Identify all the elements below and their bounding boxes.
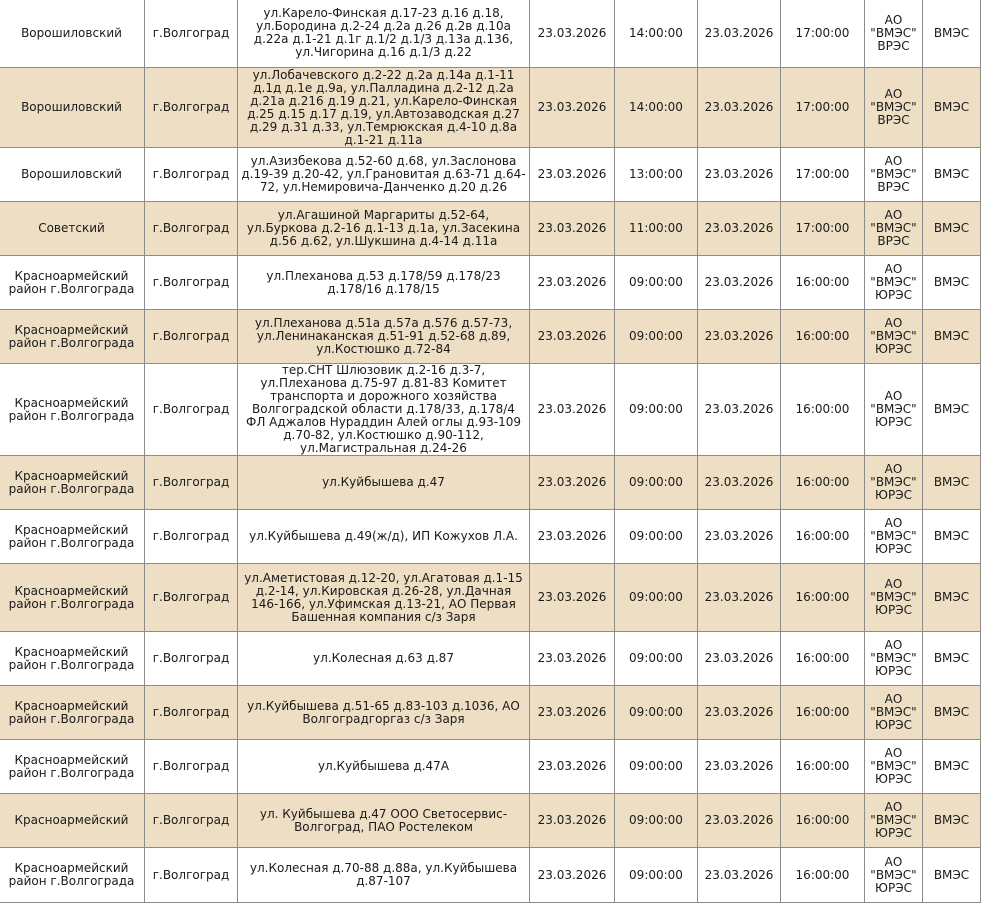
cell-district: Ворошиловский [0, 0, 145, 68]
cell-start-date: 23.03.2026 [530, 456, 615, 510]
cell-address: ул.Азизбекова д.52-60 д.68, ул.Заслонова д.19-39 д.20-42, ул.Грановитая д.63-71 д.64-72, ул.Немировича-Данченко д.20 д.26 [238, 148, 530, 202]
cell-start-date: 23.03.2026 [530, 68, 615, 148]
cell-end-date: 23.03.2026 [698, 0, 781, 68]
cell-start-date: 23.03.2026 [530, 740, 615, 794]
cell-district: Красноармейский район г.Волгограда [0, 848, 145, 903]
cell-city: г.Волгоград [145, 564, 238, 632]
cell-start-time: 09:00:00 [615, 310, 698, 364]
cell-start-time: 09:00:00 [615, 456, 698, 510]
cell-org: ВМЭС [923, 686, 981, 740]
cell-city: г.Волгоград [145, 364, 238, 456]
table-row [0, 310, 981, 364]
cell-city: г.Волгоград [145, 202, 238, 256]
table-row [0, 456, 981, 510]
cell-end-date: 23.03.2026 [698, 740, 781, 794]
cell-org: ВМЭС [923, 364, 981, 456]
cell-end-date: 23.03.2026 [698, 256, 781, 310]
cell-district: Советский [0, 202, 145, 256]
cell-address: ул.Плеханова д.51а д.57а д.576 д.57-73, ул.Ленинаканская д.51-91 д.52-68 д.89, ул.Костюшко д.72-84 [238, 310, 530, 364]
cell-end-date: 23.03.2026 [698, 148, 781, 202]
cell-city: г.Волгоград [145, 740, 238, 794]
cell-district: Красноармейский район г.Волгограда [0, 310, 145, 364]
cell-end-time: 16:00:00 [781, 794, 865, 848]
cell-district: Красноармейский район г.Волгограда [0, 564, 145, 632]
cell-address: ул.Плеханова д.53 д.178/59 д.178/23 д.178/16 д.178/15 [238, 256, 530, 310]
cell-end-time: 17:00:00 [781, 148, 865, 202]
cell-address: ул.Агашиной Маргариты д.52-64, ул.Буркова д.2-16 д.1-13 д.1а, ул.Засекина д.56 д.62, ул.Шукшина д.4-14 д.11а [238, 202, 530, 256]
cell-branch: АО "ВМЭС" ВРЭС [865, 202, 923, 256]
cell-end-date: 23.03.2026 [698, 564, 781, 632]
cell-start-time: 09:00:00 [615, 256, 698, 310]
cell-org: ВМЭС [923, 794, 981, 848]
cell-end-time: 16:00:00 [781, 686, 865, 740]
cell-org: ВМЭС [923, 632, 981, 686]
cell-org: ВМЭС [923, 564, 981, 632]
cell-end-date: 23.03.2026 [698, 310, 781, 364]
cell-start-date: 23.03.2026 [530, 848, 615, 903]
cell-branch: АО "ВМЭС" ЮРЭС [865, 364, 923, 456]
cell-end-date: 23.03.2026 [698, 848, 781, 903]
cell-branch: АО "ВМЭС" ЮРЭС [865, 256, 923, 310]
cell-end-time: 16:00:00 [781, 456, 865, 510]
cell-city: г.Волгоград [145, 310, 238, 364]
cell-start-time: 09:00:00 [615, 364, 698, 456]
cell-start-date: 23.03.2026 [530, 794, 615, 848]
cell-city: г.Волгоград [145, 68, 238, 148]
cell-address: ул.Лобачевского д.2-22 д.2а д.14а д.1-11 д.1д д.1е д.9а, ул.Палладина д.2-12 д.2а д.21а д.216 д.19 д.21, ул.Карело-Финская д.25 д.15 д.17 д.19, ул.Автозаводская д.27 д.29 д.31 д.33, ул.Темрюкская д.4-10 д.8а д.1-21 д.11а [238, 68, 530, 148]
cell-district: Красноармейский район г.Волгограда [0, 740, 145, 794]
cell-address: ул. Куйбышева д.47 ООО Светосервис-Волгоград, ПАО Ростелеком [238, 794, 530, 848]
table-row [0, 256, 981, 310]
cell-branch: АО "ВМЭС" ЮРЭС [865, 510, 923, 564]
cell-start-date: 23.03.2026 [530, 202, 615, 256]
table-row [0, 794, 981, 848]
cell-start-date: 23.03.2026 [530, 632, 615, 686]
cell-org: ВМЭС [923, 456, 981, 510]
table-row [0, 68, 981, 148]
table-row [0, 364, 981, 456]
cell-district: Красноармейский район г.Волгограда [0, 686, 145, 740]
cell-end-time: 16:00:00 [781, 740, 865, 794]
cell-org: ВМЭС [923, 202, 981, 256]
cell-end-date: 23.03.2026 [698, 68, 781, 148]
cell-start-time: 14:00:00 [615, 0, 698, 68]
cell-branch: АО "ВМЭС" ЮРЭС [865, 740, 923, 794]
cell-org: ВМЭС [923, 740, 981, 794]
cell-district: Красноармейский [0, 794, 145, 848]
cell-end-time: 16:00:00 [781, 364, 865, 456]
cell-district: Ворошиловский [0, 68, 145, 148]
cell-org: ВМЭС [923, 510, 981, 564]
cell-address: ул.Куйбышева д.47А [238, 740, 530, 794]
cell-org: ВМЭС [923, 256, 981, 310]
cell-address: ул.Колесная д.63 д.87 [238, 632, 530, 686]
cell-district: Красноармейский район г.Волгограда [0, 456, 145, 510]
cell-start-date: 23.03.2026 [530, 510, 615, 564]
table-row [0, 848, 981, 903]
table-row [0, 686, 981, 740]
cell-address: ул.Аметистовая д.12-20, ул.Агатовая д.1-15 д.2-14, ул.Кировская д.26-28, ул.Дачная 146-166, ул.Уфимская д.13-21, АО Первая Башенная компания с/з Заря [238, 564, 530, 632]
cell-branch: АО "ВМЭС" ВРЭС [865, 68, 923, 148]
cell-end-time: 17:00:00 [781, 202, 865, 256]
cell-end-date: 23.03.2026 [698, 202, 781, 256]
cell-start-time: 09:00:00 [615, 848, 698, 903]
cell-city: г.Волгоград [145, 148, 238, 202]
cell-city: г.Волгоград [145, 256, 238, 310]
cell-start-date: 23.03.2026 [530, 310, 615, 364]
cell-branch: АО "ВМЭС" ЮРЭС [865, 632, 923, 686]
cell-branch: АО "ВМЭС" ЮРЭС [865, 686, 923, 740]
cell-district: Красноармейский район г.Волгограда [0, 632, 145, 686]
cell-start-time: 11:00:00 [615, 202, 698, 256]
cell-end-time: 16:00:00 [781, 848, 865, 903]
cell-start-time: 09:00:00 [615, 740, 698, 794]
cell-district: Красноармейский район г.Волгограда [0, 510, 145, 564]
cell-end-time: 17:00:00 [781, 68, 865, 148]
cell-end-date: 23.03.2026 [698, 632, 781, 686]
cell-end-date: 23.03.2026 [698, 456, 781, 510]
table-row [0, 0, 981, 68]
cell-start-date: 23.03.2026 [530, 0, 615, 68]
table-row [0, 510, 981, 564]
cell-branch: АО "ВМЭС" ЮРЭС [865, 794, 923, 848]
cell-city: г.Волгоград [145, 848, 238, 903]
cell-start-date: 23.03.2026 [530, 564, 615, 632]
cell-org: ВМЭС [923, 68, 981, 148]
cell-start-time: 13:00:00 [615, 148, 698, 202]
cell-end-time: 16:00:00 [781, 564, 865, 632]
cell-branch: АО "ВМЭС" ЮРЭС [865, 564, 923, 632]
cell-org: ВМЭС [923, 0, 981, 68]
cell-city: г.Волгоград [145, 0, 238, 68]
cell-start-date: 23.03.2026 [530, 686, 615, 740]
cell-address: ул.Куйбышева д.49(ж/д), ИП Кожухов Л.А. [238, 510, 530, 564]
table-row [0, 632, 981, 686]
table-row [0, 740, 981, 794]
cell-city: г.Волгоград [145, 510, 238, 564]
cell-address: тер.СНТ Шлюзовик д.2-16 д.3-7, ул.Плеханова д.75-97 д.81-83 Комитет транспорта и дорожного хозяйства Волгоградской области д.178/33, д.178/4 ФЛ Аджалов Нураддин Алей оглы д.93-109 д.70-82, ул.Костюшко д.90-112, ул.Магистральная д.24-26 [238, 364, 530, 456]
cell-address: ул.Колесная д.70-88 д.88а, ул.Куйбышева д.87-107 [238, 848, 530, 903]
cell-org: ВМЭС [923, 848, 981, 903]
cell-branch: АО "ВМЭС" ЮРЭС [865, 848, 923, 903]
cell-start-time: 09:00:00 [615, 686, 698, 740]
cell-start-time: 09:00:00 [615, 564, 698, 632]
cell-city: г.Волгоград [145, 632, 238, 686]
cell-start-date: 23.03.2026 [530, 364, 615, 456]
cell-address: ул.Куйбышева д.51-65 д.83-103 д.1036, АО Волгоградгоргаз с/з Заря [238, 686, 530, 740]
cell-district: Красноармейский район г.Волгограда [0, 364, 145, 456]
cell-start-time: 09:00:00 [615, 632, 698, 686]
cell-branch: АО "ВМЭС" ЮРЭС [865, 310, 923, 364]
cell-city: г.Волгоград [145, 794, 238, 848]
cell-end-date: 23.03.2026 [698, 794, 781, 848]
cell-start-time: 14:00:00 [615, 68, 698, 148]
table-row [0, 564, 981, 632]
cell-end-time: 16:00:00 [781, 310, 865, 364]
cell-end-time: 16:00:00 [781, 510, 865, 564]
cell-org: ВМЭС [923, 310, 981, 364]
cell-district: Ворошиловский [0, 148, 145, 202]
cell-district: Красноармейский район г.Волгограда [0, 256, 145, 310]
cell-address: ул.Карело-Финская д.17-23 д.16 д.18, ул.Бородина д.2-24 д.2а д.26 д.2в д.10а д.22а д.1-21 д.1г д.1/2 д.1/3 д.13а д.136, ул.Чигорина д.16 д.1/3 д.22 [238, 0, 530, 68]
cell-end-time: 17:00:00 [781, 0, 865, 68]
cell-address: ул.Куйбышева д.47 [238, 456, 530, 510]
cell-city: г.Волгоград [145, 456, 238, 510]
cell-branch: АО "ВМЭС" ВРЭС [865, 148, 923, 202]
cell-branch: АО "ВМЭС" ВРЭС [865, 0, 923, 68]
cell-end-date: 23.03.2026 [698, 686, 781, 740]
cell-end-time: 16:00:00 [781, 256, 865, 310]
cell-start-time: 09:00:00 [615, 510, 698, 564]
table-row [0, 148, 981, 202]
cell-org: ВМЭС [923, 148, 981, 202]
cell-end-time: 16:00:00 [781, 632, 865, 686]
cell-start-date: 23.03.2026 [530, 256, 615, 310]
cell-city: г.Волгоград [145, 686, 238, 740]
cell-end-date: 23.03.2026 [698, 510, 781, 564]
cell-start-date: 23.03.2026 [530, 148, 615, 202]
cell-branch: АО "ВМЭС" ЮРЭС [865, 456, 923, 510]
cell-start-time: 09:00:00 [615, 794, 698, 848]
cell-end-date: 23.03.2026 [698, 364, 781, 456]
table-row [0, 202, 981, 256]
